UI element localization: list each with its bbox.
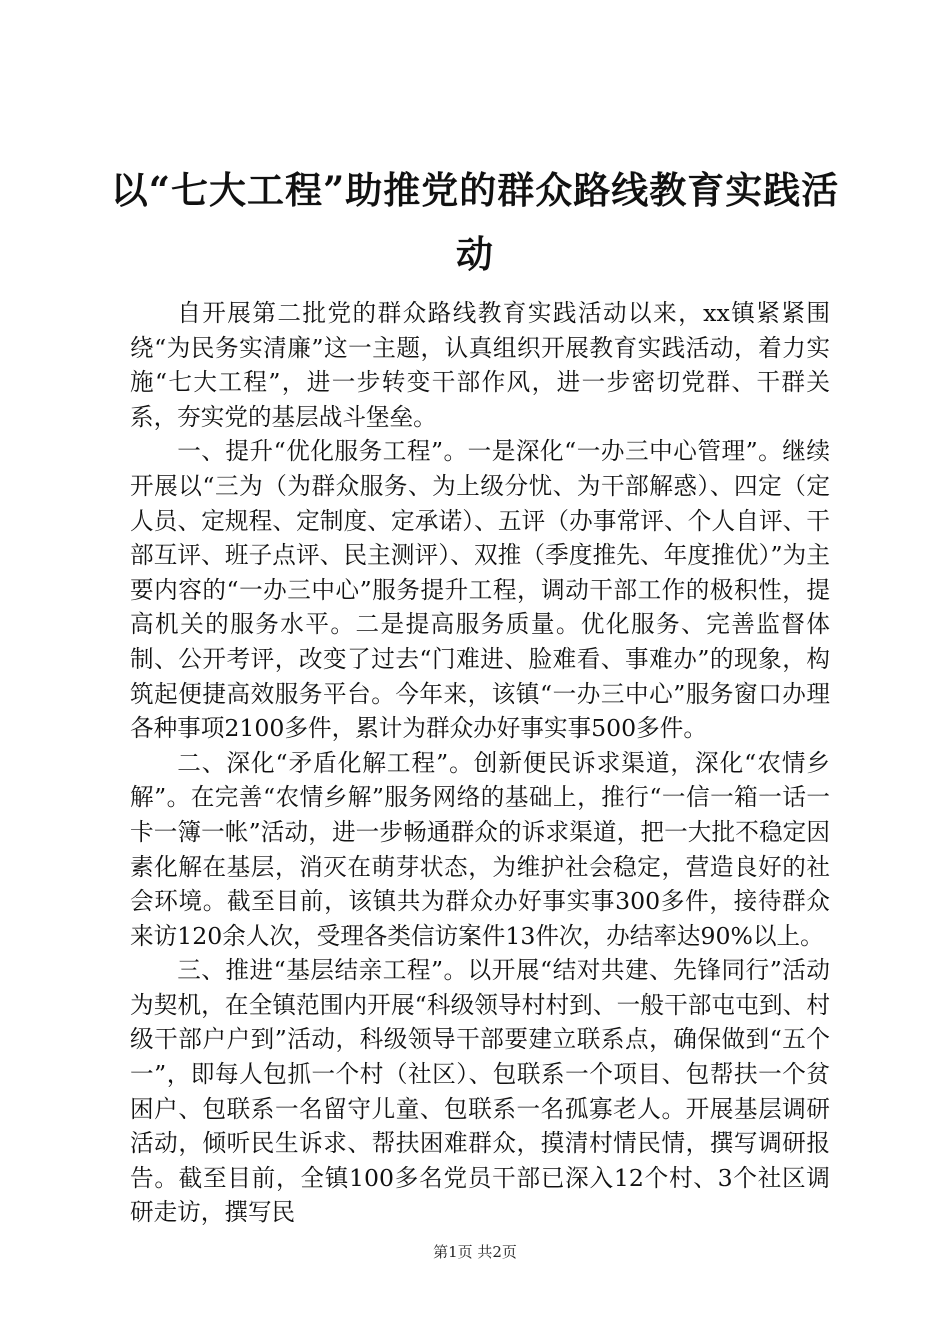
paragraph-section-3: 三、推进“基层结亲工程”。以开展“结对共建、先锋同行”活动为契机，在全镇范围内开展“科级领导村村到、一般干部屯屯到、村级干部户户到”活动，科级领导干部要建立联系点，确保做到“五个一”，即每人包抓一个村（社区）、包联系一个项目、包帮扶一个贫困户、包联系一名留守儿童、包联系一名孤寡老人。开展基层调研活动，倾听民生诉求、帮扶困难群众，摸清村情民情，撰写调研报告。截至目前，全镇100多名党员干部已深入12个村、3个社区调研走访，撰写民 — [130, 956, 830, 1227]
paragraph-intro: 自开展第二批党的群众路线教育实践活动以来，xx镇紧紧围绕“为民务实清廉”这一主题，认真组织开展教育实践活动，着力实施“七大工程”，进一步转变干部作风，进一步密切党群、干群关系，夯实党的基层战斗堡垒。 — [130, 299, 830, 431]
page-footer: 第1页 共2页 — [433, 1243, 517, 1261]
paragraph-section-2: 二、深化“矛盾化解工程”。创新便民诉求渠道，深化“农情乡解”。在完善“农情乡解”服务网络的基础上，推行“一信一箱一话一卡一簿一帐”活动，进一步畅通群众的诉求渠道，把一大批不稳定因素化解在基层，消灭在萌芽状态，为维护社会稳定，营造良好的社会环境。截至目前，该镇共为群众办好事实事300多件，接待群众来访120余人次，受理各类信访案件13件次，办结率达90%以上。 — [130, 748, 830, 950]
document-title: 以“七大工程”助推党的群众路线教育实践活动 — [110, 168, 840, 276]
document-body — [130, 296, 830, 1230]
paragraph-section-1: 一、提升“优化服务工程”。一是深化“一办三中心管理”。继续开展以“三为（为群众服务、为上级分忧、为干部解惑）、四定（定人员、定规程、定制度、定承诺）、五评（办事常评、个人自评、干部互评、班子点评、民主测评）、双推（季度推先、年度推优）”为主要内容的“一办三中心”服务提升工程，调动干部工作的极积性，提高机关的服务水平。二是提高服务质量。优化服务、完善监督体制、公开考评，改变了过去“门难进、脸难看、事难办”的现象，构筑起便捷高效服务平台。今年来，该镇“一办三中心”服务窗口办理各种事项2100多件，累计为群众办好事实事500多件。 — [130, 437, 830, 743]
